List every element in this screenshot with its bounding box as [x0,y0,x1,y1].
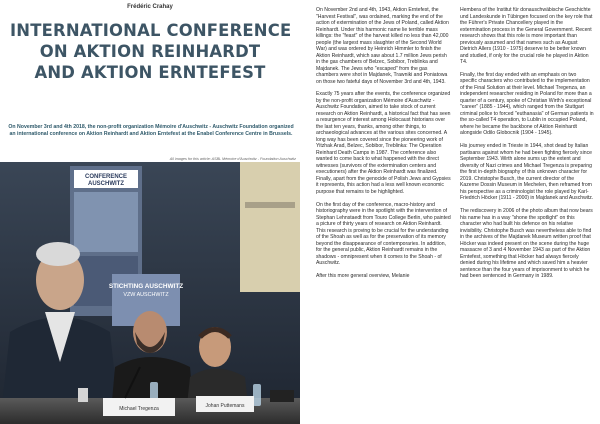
conference-photo [0,162,300,424]
banner-text: AUSCHWITZ [88,181,124,187]
paragraph: The rediscovery in 2006 of the photo album that now bears his name has in a way "shone the spotlight" on this character who had built his defence on his relative invisibility. Christophe Busch was nevertheless able to find in the archives of the Majdanek Museum written proof that Höcker was indeed present on the scene during the huge massacre of 3 and 4 November 1943 as part of the Aktion Erntefest, something that Höcker had always fiercely denied during his lifetime and which saved him a heavier sentence than the four years of imprisonment to which he had been sentenced in Germany in 1989. [460,208,593,280]
nameplate-text: Johan Puttemans [205,403,245,409]
author-byline: Frédéric Crahay [127,4,173,10]
article-intro: On November 3rd and 4th 2018, the non-profit organization Mémoire d'Auschwitz - Auschwitz Foundation organized an international conference on Aktion Reinhardt and Aktion Erntefest at the Enabel Conference Centre in Brussels. [8,124,294,137]
water-bottle [253,384,261,406]
paragraph: On November 2nd and 4th, 1943, Aktion Erntefest, the "Harvest Festival", was ordained, marking the end of the action of extermination of the Jews of Poland, called Aktion Reinhardt. Under this harmonic name lie terrible mass killings: the "feast" of the harvest killed no less than 42,000 people (the largest mass slaughter of the Second World War) and was ordered by Heinrich Himmler to finish the Aktion Reinhardt, which saw about 1.7 million Jews perish in the gas chambers of Belzec, Sobibor, Treblinka and Majdanek. The Jews who "escaped" from the gas chambers were shot in Majdanek, Trawniki and Poniatowa on those two fateful days of November 3rd and 4th, 1943. [316,7,449,85]
paragraph: Finally, the first day ended with an emphasis on two specific characters who contributed to the implementation of the Final Solution at their level. Michael Tregenza, an independent researcher residing in Poland for more than a quarter of a century, spoke of Christian Wirth's exceptional "career" (1885 - 1944), which ranged from the Stuttgart criminal police to forced "euthanasia" of German patients in the so-called T4 operation, to Lublin in occupied Poland, where he became the backbone of Aktion Reinhardt alongside Odilo Globocnik (1904 - 1945). [460,71,594,137]
conference-photo-illustration [0,162,300,424]
nameplate [103,398,175,416]
body-column-1 [316,7,451,286]
microphone-base [270,390,294,402]
banner2-text: VZW AUSCHWITZ [123,292,169,298]
banner2-text: STICHTING AUSCHWITZ [108,283,184,290]
nameplate [196,396,254,412]
nameplate-text: Michael Tregenza [119,406,159,412]
paragraph: On the first day of the conference, macro-history and historiography were in the spotlight with the intervention of Stephan Lehnstaedt from Touro College Berlin, who painted a picture of thirty years of research on Aktion Reinhardt. This research is proving to be crucial for the understanding of the Shoah as well as for the preservation of its memory beyond the disappearance of contemporaries. In addition, for the general public, Aktion Reinhardt remains in the shadows - omnipresent when it comes to the Shoah - of Auschwitz. [316,201,451,267]
paragraph: After this more general overview, Melanie [316,273,410,280]
body-column-2 [460,7,594,286]
paragraph: Hembera of the Institut für donauschwäbische Geschichte und Landeskunde in Tübingen focused on the key role that the Führer's Private Chancellery played in the extermination process in the General Government. Recent research shows that this role is more important than previously assumed and that names such as August Dietrich Allers (1910 - 1975) deserve to be better known and studied, if only for the crucial role he played in Aktion T4. [460,7,593,65]
photo-credit: All images for this article: ASBL Mémoire d'Auschwitz - Foundation Auschwitz [169,157,296,161]
banner-text: CONFERENCE [84,174,128,180]
paragraph: His journey ended in Trieste in 1944, shot dead by Italian partisans against whom he had been fighting fiercely since September 1943. Wirth alone sums up the extent and diversity of Nazi crimes and Michael Tregenza is preparing the first in-depth biography of this unknown character for 2019. Christophe Busch, the current director of the Kazerne Dossin Museum in Mechelen, then reframed from his perspective as a criminologist the role played by Karl-Friedrich Höcker (1911 - 2000) in Majdanek and Auschwitz. [460,143,594,202]
title-line: ON AKTION REINHARDT [39,42,261,61]
article-title [10,20,290,83]
title-line: AND AKTION ERNTEFEST [34,63,266,82]
paragraph: Exactly 75 years after the events, the conference organized by the non-profit organization Mémoire d'Auschwitz - Auschwitz Foundation, aimed to take stock of current research on Aktion Reinhardt, a historical fact that has seen a resurgence of interest among Holocaust historians over the last ten years, thanks, among other things, to archaeological advances at the various sites concerned. A long way has been covered since the pioneering work of Yitzhak Arad, Belzec, Sobibor, Treblinka: The Operation Reinhard Death Camps in 1987. The conference also wanted to come back to what happened with the direct witnesses (survivors of the extermination centers and executioners) after the Aktion Reinhardt was finalized. Finally, apart from the genocide of Polish Jews and Gypsies it represents, this action had a less well known economic purpose that remains to be highlighted. [316,91,451,195]
water-glass [78,388,88,402]
title-line: INTERNATIONAL CONFERENCE [10,21,292,40]
